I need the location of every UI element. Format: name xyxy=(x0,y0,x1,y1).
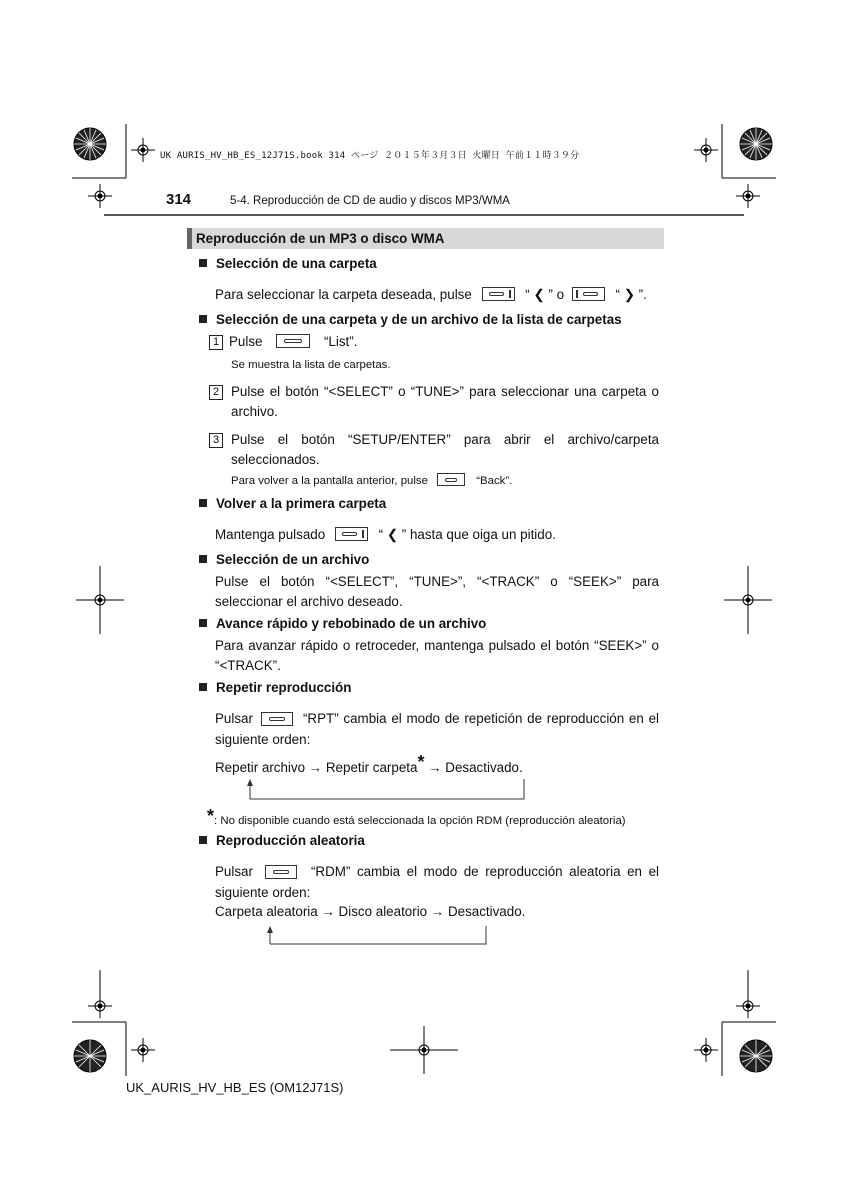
heading-fast-forward: Avance rápido y rebobinado de un archivo xyxy=(199,614,486,634)
print-header: UK AURIS_HV_HB_ES_12J71S.book 314 ページ ２０１５年３月３日 火曜日 午前１１時３９分 xyxy=(160,151,580,161)
bullet-square-icon xyxy=(199,259,207,267)
chapter-title: 5-4. Reproducción de CD de audio y discos MP3/WMA xyxy=(230,195,510,207)
s7-text-2: siguiente orden: xyxy=(215,885,311,900)
step-1-note: Se muestra la lista de carpetas. xyxy=(231,359,391,371)
bullet-square-icon xyxy=(199,499,207,507)
heading-random: Reproducción aleatoria xyxy=(199,831,365,851)
seek-left-button-icon xyxy=(335,527,368,541)
random-cycle-arrow-icon xyxy=(260,922,492,948)
heading-select-from-list: Selección de una carpeta y de un archivo de la lista de carpetas xyxy=(199,310,622,330)
step-number: 2 xyxy=(209,385,223,400)
s7-sequence: Carpeta aleatoria → Disco aleatorio → Desactivado. xyxy=(215,904,526,919)
heading-select-file: Selección de un archivo xyxy=(199,550,369,570)
repeat-cycle-arrow-icon xyxy=(240,775,530,803)
page-number: 314 xyxy=(166,191,192,208)
heading-select-folder: Selección de una carpeta xyxy=(199,254,377,274)
step-number: 3 xyxy=(209,433,223,448)
section-title: Reproducción de un MP3 o disco WMA xyxy=(196,231,445,246)
seek-right-button-icon xyxy=(572,287,605,301)
step-3-note: Para volver a la pantalla anterior, pulse “Back”. xyxy=(231,475,513,487)
preset-button-icon xyxy=(437,473,465,486)
s5-text: Para avanzar rápido o retroceder, mantenga pulsado el botón “SEEK>” o “<TRACK”. xyxy=(215,638,659,673)
bullet-square-icon xyxy=(199,315,207,323)
bullet-square-icon xyxy=(199,683,207,691)
step-3-text: Pulse el botón “SETUP/ENTER” para abrir el archivo/carpeta seleccionados. xyxy=(231,432,659,467)
s1-text: Para seleccionar la carpeta deseada, pulse “ ❮ ” o “ ❯ ”. xyxy=(215,287,647,302)
s6-text-2: siguiente orden: xyxy=(215,732,311,747)
bullet-square-icon xyxy=(199,619,207,627)
s7-text: Pulsar “RDM” cambia el modo de reproducción aleatoria en el xyxy=(215,864,659,879)
step-1: 1 Pulse “List”. xyxy=(209,332,357,352)
footnote: *: No disponible cuando está seleccionada la opción RDM (reproducción aleatoria) xyxy=(207,806,626,827)
heading-repeat: Repetir reproducción xyxy=(199,678,351,698)
heading-first-folder: Volver a la primera carpeta xyxy=(199,494,386,514)
rdm-button-icon xyxy=(265,865,297,879)
footer-code: UK_AURIS_HV_HB_ES (OM12J71S) xyxy=(126,1080,344,1095)
s6-sequence: Repetir archivo → Repetir carpeta* → Desactivado. xyxy=(215,752,523,775)
preset-button-icon xyxy=(276,334,310,348)
header-rule xyxy=(104,214,744,216)
registration-starburst-icon xyxy=(74,128,106,160)
bullet-square-icon xyxy=(199,555,207,563)
seek-left-button-icon xyxy=(482,287,515,301)
step-2-text: Pulse el botón “<SELECT” o “TUNE>” para seleccionar una carpeta o archivo. xyxy=(231,384,659,419)
s3-text: Mantenga pulsado “ ❮ ” hasta que oiga un pitido. xyxy=(215,527,556,542)
rpt-button-icon xyxy=(261,712,293,726)
s6-text: Pulsar “RPT” cambia el modo de repetición de reproducción en el xyxy=(215,711,659,726)
s4-text: Pulse el botón “<SELECT”, “TUNE>”, “<TRACK” o “SEEK>” para seleccionar el archivo deseado. xyxy=(215,574,659,609)
bullet-square-icon xyxy=(199,836,207,844)
step-number: 1 xyxy=(209,335,223,350)
